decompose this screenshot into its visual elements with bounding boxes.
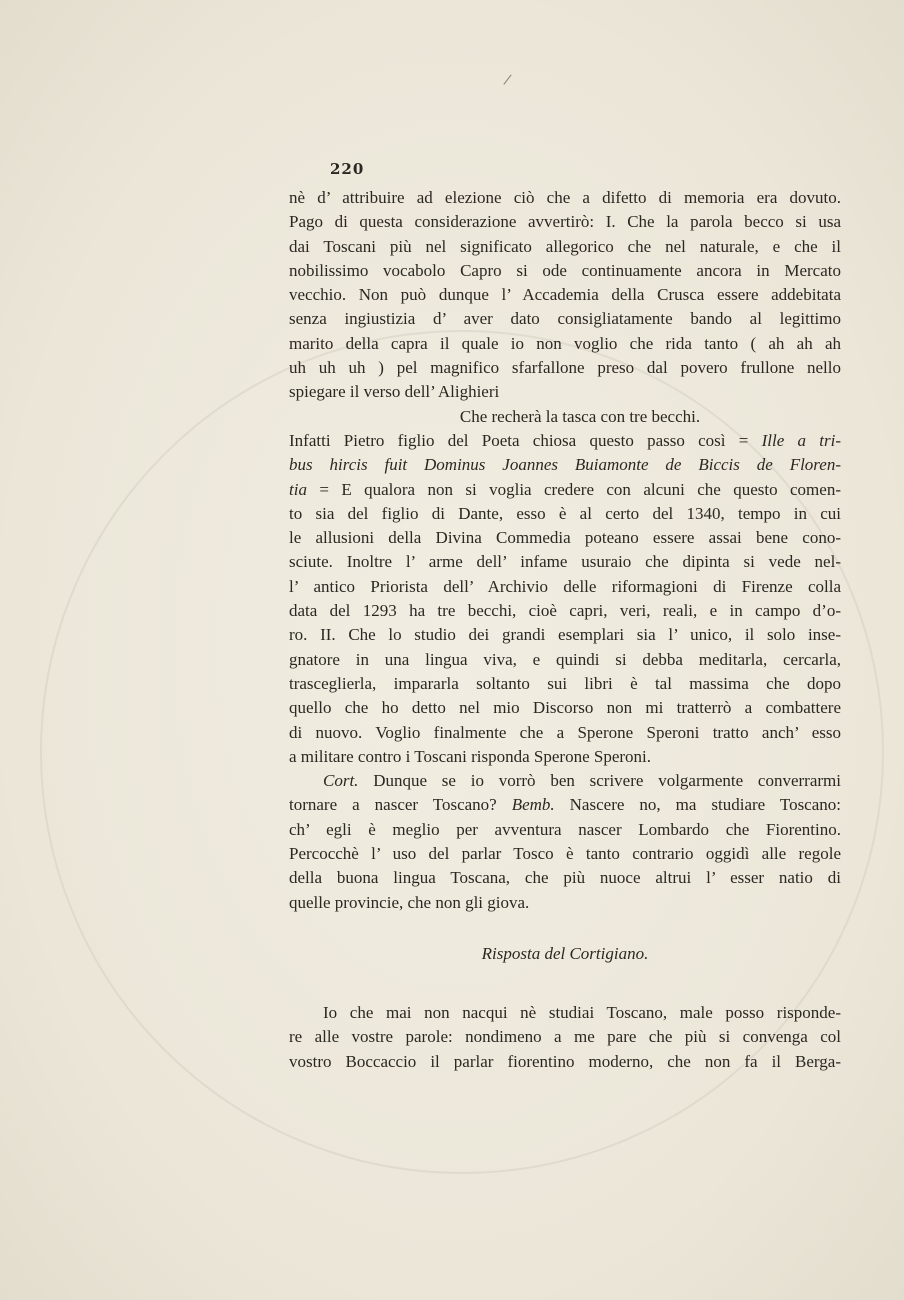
equals-sign: =	[306, 479, 342, 499]
text-line: Percocchè l’ uso del parlar Tosco è tanto contrario oggidì alle regole	[289, 844, 841, 864]
text-line: sciute. Inoltre l’ arme dell’ infame usuraio che dipinta si vede nel-	[289, 552, 841, 572]
text-line: Io che mai non nacqui nè studiai Toscano, male posso risponde-	[323, 1003, 841, 1022]
text-line: Pago di questa considerazione avvertirò: I. Che la parola becco si usa	[289, 212, 841, 232]
text-line: spiegare il verso dell’ Alighieri	[289, 382, 500, 402]
section-heading: Risposta del Cortigiano.	[481, 944, 649, 963]
text-line: dai Toscani più nel significato allegorico che nel naturale, e che il	[289, 236, 841, 256]
text-line: re alle vostre parole: nondimeno a me pare che più si convenga col	[289, 1027, 841, 1047]
pencil-mark: /	[502, 71, 513, 89]
text-line: nè d’ attribuire ad elezione ciò che a difetto di memoria era dovuto.	[289, 188, 841, 207]
text-line: ch’ egli è meglio per avventura nascer Lombardo che Fiorentino.	[289, 819, 841, 839]
text-line	[289, 478, 841, 502]
main-text	[289, 186, 841, 915]
text-line: di nuovo. Voglio finalmente che a Sperone Speroni tratto anch’ esso	[289, 722, 841, 742]
response-text	[289, 1001, 841, 1074]
verse-quote: Che recherà la tasca con tre becchi.	[459, 406, 701, 426]
text-line: l’ antico Priorista dell’ Archivio delle riformagioni di Firenze colla	[289, 576, 841, 596]
text-span: Nascere no, ma studiare Toscano:	[554, 795, 841, 815]
text-line: vostro Boccaccio il parlar fiorentino moderno, che non fa il Berga-	[289, 1051, 841, 1071]
text-line: quelle provincie, che non gli giova.	[289, 892, 530, 912]
speaker-label: Bemb.	[511, 795, 555, 815]
text-line: senza ingiustizia d’ aver dato consigliatamente bando al legittimo	[289, 309, 841, 329]
text-line: uh uh uh ) pel magnifico sfarfallone preso dal povero frullone nello	[289, 358, 841, 378]
text-span: Infatti Pietro figlio del Poeta chiosa questo passo così	[289, 430, 739, 450]
speaker-label: Cort.	[323, 771, 359, 791]
text-line	[289, 769, 841, 793]
text-line	[289, 793, 841, 817]
text-line: marito della capra il quale io non voglio che rida tanto ( ah ah ah	[289, 333, 841, 353]
text-line	[289, 453, 841, 477]
text-line: nobilissimo vocabolo Capro si ode continuamente ancora in Mercato	[289, 260, 841, 280]
text-line: vecchio. Non può dunque l’ Accademia della Crusca essere addebitata	[289, 285, 841, 305]
text-span: E qualora non si voglia credere con alcuni che questo comen-	[341, 479, 841, 499]
text-line: le allusioni della Divina Commedia poteano essere assai bene cono-	[289, 528, 841, 548]
text-line: to sia del figlio di Dante, esso è al certo del 1340, tempo in cui	[289, 503, 841, 523]
text-line: ro. II. Che lo studio dei grandi esemplari sia l’ unico, il solo inse-	[289, 625, 841, 645]
text-line: gnatore in una lingua viva, e quindi si debba meditarla, cercarla,	[289, 649, 841, 669]
text-line: data del 1293 ha tre becchi, cioè capri, veri, reali, e in campo d’o-	[289, 601, 841, 621]
latin-quote: Ille a tri-	[748, 430, 841, 450]
latin-quote: bus hircis fuit Dominus Joannes Buiamonte de Biccis de Floren-	[289, 455, 841, 475]
text-line: trasceglierla, impararla soltanto sui libri è tal massima che dopo	[289, 673, 841, 693]
text-span: tornare a nascer Toscano?	[289, 795, 512, 815]
latin-quote: tia	[289, 479, 307, 499]
equals-sign: =	[738, 430, 749, 450]
text-line: quello che ho detto nel mio Discorso non mi tratterrò a combattere	[289, 698, 841, 718]
text-line: a militare contro i Toscani risponda Sperone Speroni.	[289, 746, 652, 766]
text-line: della buona lingua Toscana, che più nuoce altrui l’ esser natio di	[289, 868, 841, 888]
text-line	[289, 429, 841, 453]
text-span: Dunque se io vorrò ben scrivere volgarmente converrarmi	[358, 771, 841, 791]
page-number: 220	[330, 160, 365, 178]
